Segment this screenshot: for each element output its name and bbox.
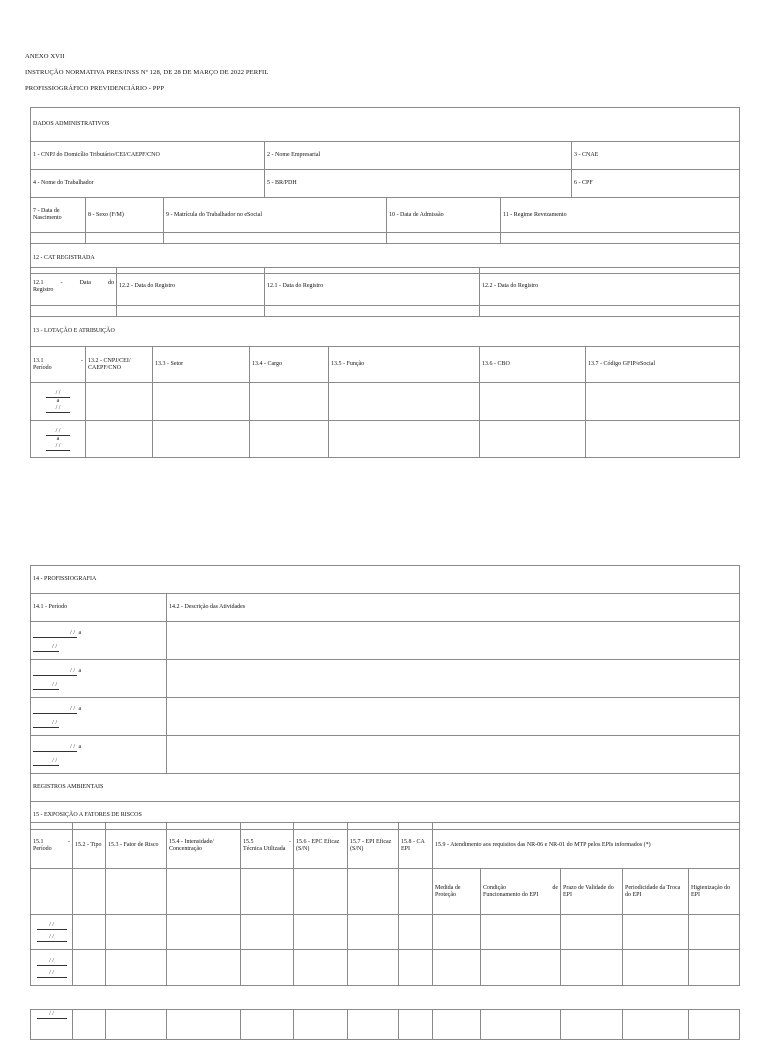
cell[interactable] — [623, 915, 689, 950]
activities-header: 14.2 - Descrição das Atividades — [167, 594, 740, 622]
cell[interactable] — [153, 383, 250, 421]
table-row — [31, 950, 740, 986]
ca-epi-header: 15.8 - CA EPI — [399, 823, 433, 869]
riscos-table-continued — [30, 1009, 740, 1040]
cell[interactable] — [481, 1010, 561, 1040]
table-row — [31, 915, 740, 950]
cell[interactable] — [586, 421, 740, 458]
risk-factor-header: 15.3 - Fator de Risco — [106, 823, 167, 869]
cell[interactable] — [399, 869, 433, 915]
cell[interactable] — [433, 1010, 481, 1040]
cat-date-input-4[interactable] — [480, 306, 740, 317]
cell[interactable] — [329, 421, 480, 458]
cnpj-field[interactable]: 1 - CNPJ do Domicílio Tributário/CEI/CAEPF/CNO — [31, 142, 265, 170]
cell[interactable] — [106, 869, 167, 915]
admin-table — [30, 107, 740, 274]
period-num: 13.1 — [33, 357, 44, 364]
admission-date-input[interactable] — [387, 233, 501, 244]
cell[interactable] — [241, 1010, 294, 1040]
table-row — [31, 383, 740, 421]
cell[interactable] — [167, 1010, 241, 1040]
esocial-registration-input[interactable] — [164, 233, 387, 244]
position-header: 13.4 - Cargo — [250, 347, 329, 383]
cell[interactable] — [294, 1010, 348, 1040]
cat-date-input-2[interactable] — [117, 306, 265, 317]
period-input[interactable] — [31, 383, 86, 421]
date-end: / / — [33, 720, 59, 728]
date-separator: a — [78, 743, 82, 750]
condition-word: Condição — [483, 884, 506, 891]
cell[interactable] — [561, 950, 623, 986]
cell[interactable] — [86, 383, 153, 421]
birth-date-label: 7 - Data de Nascimento — [31, 198, 86, 233]
cell[interactable] — [481, 950, 561, 986]
cat-date-input-1[interactable] — [31, 306, 117, 317]
function-header: 13.5 - Função — [329, 347, 480, 383]
technique-header — [241, 823, 294, 869]
lotacao-section-title: 13 - LOTAÇÃO E ATRIBUIÇÃO — [31, 317, 740, 347]
table-row — [31, 1010, 740, 1040]
gfip-header: 13.7 - Código GFIP/eSocial — [586, 347, 740, 383]
table-row — [31, 421, 740, 458]
cell[interactable] — [399, 915, 433, 950]
protection-measure-header: Medida de Proteção — [433, 869, 481, 915]
cat-date-label-1 — [31, 268, 117, 306]
cell[interactable] — [348, 1010, 399, 1040]
date-separator: a — [56, 435, 60, 442]
cell[interactable] — [31, 869, 73, 915]
cell[interactable] — [689, 1010, 740, 1040]
period-input[interactable] — [31, 421, 86, 458]
cat-date-label-2: 12.2 - Data do Registro — [117, 268, 265, 306]
risk-period-input[interactable] — [31, 950, 73, 986]
cell[interactable] — [167, 950, 241, 986]
condition-rest: Funcionamento do EPI — [483, 891, 539, 898]
cell[interactable] — [153, 421, 250, 458]
admission-date-label: 10 - Data de Admissão — [387, 198, 501, 233]
annex-title: ANEXO XVII — [25, 53, 65, 60]
cell[interactable] — [561, 1010, 623, 1040]
risk-period-input[interactable] — [31, 1010, 73, 1040]
cbo-header: 13.6 - CBO — [480, 347, 586, 383]
cell[interactable] — [348, 869, 399, 915]
shift-regime-label: 11 - Regime Revezamento — [501, 198, 740, 233]
cat-table — [30, 267, 740, 317]
technique-label: Técnica Utilizada — [243, 845, 286, 852]
cell[interactable] — [329, 383, 480, 421]
risk-type-header: 15.2 - Tipo — [73, 823, 106, 869]
date-separator: a — [78, 629, 82, 636]
cell[interactable] — [294, 950, 348, 986]
risk-period-num: 15.1 — [33, 838, 44, 845]
table-row — [31, 698, 740, 736]
cell[interactable] — [241, 915, 294, 950]
table-row — [31, 736, 740, 774]
intensity-header: 15.4 - Intensidade/ Concentração — [167, 823, 241, 869]
normative-title: INSTRUÇÃO NORMATIVA PRES/INSS Nº 128, DE 28 DE MARÇO DE 2022 PERFIL — [25, 69, 269, 76]
date-start: / / — [33, 706, 77, 714]
cell[interactable] — [689, 915, 740, 950]
epc-header: 15.6 - EPC Eficaz (S/N) — [294, 823, 348, 869]
risk-period-dash: - — [68, 838, 70, 845]
br-pdh-field[interactable]: 5 - BR/PDH — [265, 170, 572, 198]
date-start: / / — [33, 668, 77, 676]
cell[interactable] — [623, 950, 689, 986]
cell[interactable] — [73, 1010, 106, 1040]
validity-header: Prazo de Validade do EPI — [561, 869, 623, 915]
admin-section-title: DADOS ADMINISTRATIVOS — [31, 108, 740, 142]
period-label: Período — [33, 364, 52, 371]
date-separator: a — [78, 705, 82, 712]
risk-period-input[interactable] — [31, 915, 73, 950]
risk-period-label: Período — [33, 845, 52, 852]
cell[interactable] — [586, 383, 740, 421]
date-start: / / — [37, 958, 67, 966]
table-row — [31, 660, 740, 698]
date-end: / / — [33, 682, 59, 690]
cat-date-input-3[interactable] — [265, 306, 480, 317]
company-name-field[interactable]: 2 - Nome Empresarial — [265, 142, 572, 170]
cat-label-num: 12.1 — [33, 279, 44, 286]
cat-section-title: 12 - CAT REGISTRADA — [31, 244, 740, 274]
technique-num: 15.5 — [243, 838, 254, 845]
worker-name-field[interactable]: 4 - Nome do Trabalhador — [31, 170, 265, 198]
riscos-table — [30, 822, 740, 986]
prof-period-input[interactable] — [31, 736, 167, 774]
cell[interactable] — [689, 950, 740, 986]
date-end: / / — [33, 758, 59, 766]
registros-title: REGISTROS AMBIENTAIS — [31, 774, 740, 802]
cell[interactable] — [241, 869, 294, 915]
cell[interactable] — [480, 421, 586, 458]
cell[interactable] — [433, 915, 481, 950]
profissiografia-section-title: 14 - PROFISSIOGRAFIA — [31, 566, 740, 594]
period-header — [31, 347, 86, 383]
cat-label-data: Data — [79, 279, 91, 286]
period-dash: - — [81, 357, 83, 364]
date-separator: a — [78, 667, 82, 674]
cell[interactable] — [73, 950, 106, 986]
cat-label-registro: Registro — [33, 286, 54, 293]
esocial-registration-label: 9 - Matrícula do Trabalhador no eSocial — [164, 198, 387, 233]
cell[interactable] — [480, 383, 586, 421]
epi-header: 15.7 - EPI Eficaz (S/N) — [348, 823, 399, 869]
cell[interactable] — [73, 869, 106, 915]
cell[interactable] — [106, 915, 167, 950]
activity-description[interactable] — [167, 698, 740, 736]
sector-header: 13.3 - Setor — [153, 347, 250, 383]
replacement-period-header: Periodicidade da Troca do EPI — [623, 869, 689, 915]
date-start: / / — [46, 390, 70, 398]
cell[interactable] — [433, 950, 481, 986]
cell[interactable] — [294, 915, 348, 950]
ppp-title: PROFISSIOGRÁFICO PREVIDENCIÁRIO - PPP — [25, 85, 165, 92]
cell[interactable] — [623, 1010, 689, 1040]
cell[interactable] — [167, 869, 241, 915]
activity-description[interactable] — [167, 660, 740, 698]
condition-de: de — [552, 884, 558, 891]
cell[interactable] — [348, 950, 399, 986]
cnpj-header: 13.2 - CNPJ/CEI/ CAEPF/CNO — [86, 347, 153, 383]
cell[interactable] — [481, 915, 561, 950]
cat-date-label-4: 12.2 - Data do Registro — [480, 268, 740, 306]
cell[interactable] — [250, 421, 329, 458]
nr-requirements-header: 15.9 - Atendimento aos requisitos das NR-06 e NR-01 do MTP pelos EPIs informados (*) — [433, 823, 740, 869]
profissiografia-table — [30, 565, 740, 830]
date-start: / / — [37, 922, 67, 930]
cell[interactable] — [86, 421, 153, 458]
activity-description[interactable] — [167, 622, 740, 660]
cell[interactable] — [399, 950, 433, 986]
cnae-field[interactable]: 3 - CNAE — [572, 142, 740, 170]
cpf-field[interactable]: 6 - CPF — [572, 170, 740, 198]
prof-period-header: 14.1 - Período — [31, 594, 167, 622]
date-end: / / — [46, 405, 70, 413]
sex-input[interactable] — [86, 233, 164, 244]
date-end: / / — [37, 934, 67, 942]
riscos-section-title: 15 - EXPOSIÇÃO A FATORES DE RISCOS — [31, 802, 740, 830]
lotacao-table — [30, 316, 740, 458]
cell[interactable] — [348, 915, 399, 950]
prof-period-input[interactable] — [31, 622, 167, 660]
cell[interactable] — [561, 915, 623, 950]
risk-period-header — [31, 823, 73, 869]
cat-label-do: do — [107, 279, 114, 286]
shift-regime-input[interactable] — [501, 233, 740, 244]
operating-condition-header — [481, 869, 561, 915]
date-end: / / — [46, 443, 70, 451]
prof-period-input[interactable] — [31, 698, 167, 736]
date-start: / / — [33, 744, 77, 752]
cell[interactable] — [294, 869, 348, 915]
date-end: / / — [33, 644, 59, 652]
hygiene-header: Higienização do EPI — [689, 869, 740, 915]
cell[interactable] — [73, 915, 106, 950]
cell[interactable] — [399, 1010, 433, 1040]
prof-period-input[interactable] — [31, 660, 167, 698]
date-start: / / — [37, 1011, 67, 1019]
cell[interactable] — [167, 915, 241, 950]
sex-label: 8 - Sexo (F/M) — [86, 198, 164, 233]
date-start: / / — [33, 630, 77, 638]
activity-description[interactable] — [167, 736, 740, 774]
cell[interactable] — [250, 383, 329, 421]
cell[interactable] — [241, 950, 294, 986]
cell[interactable] — [106, 1010, 167, 1040]
date-end: / / — [37, 970, 67, 978]
birth-date-input[interactable] — [31, 233, 86, 244]
table-row — [31, 622, 740, 660]
cat-date-label-3: 12.1 - Data do Registro — [265, 268, 480, 306]
technique-dash: - — [289, 838, 291, 845]
cat-label-dash: - — [60, 279, 63, 286]
cell[interactable] — [106, 950, 167, 986]
date-separator: a — [56, 398, 60, 404]
date-start: / / — [46, 428, 70, 436]
